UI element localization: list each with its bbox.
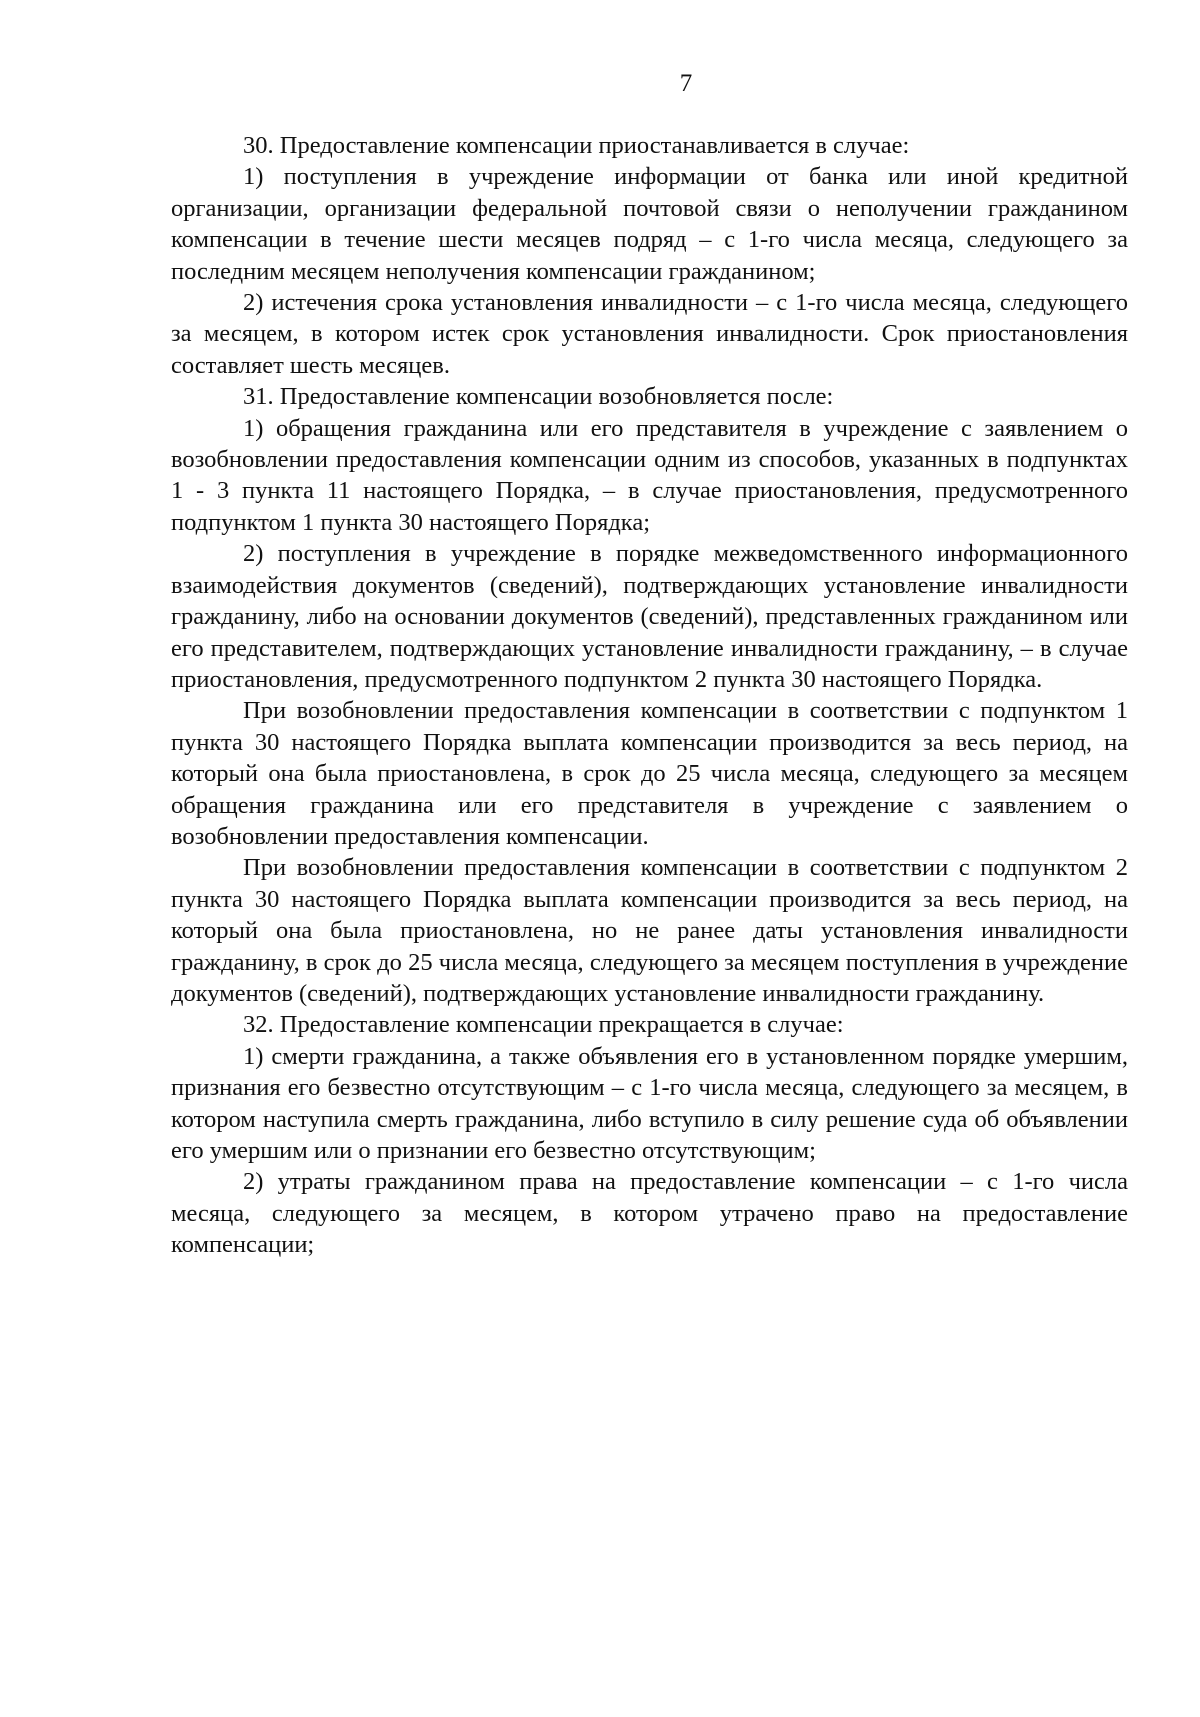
- paragraph-31-item-1: 1) обращения гражданина или его представителя в учреждение с заявлением о возобновлении предоставления компенсации одним из способов, указанных в подпунктах 1 - 3 пункта 11 настоящего Порядка, – в случае приостановления, предусмотренного подпунктом 1 пункта 30 настоящего Порядка;: [171, 414, 1128, 536]
- paragraph-32-item-1: 1) смерти гражданина, а также объявления его в установленном порядке умершим, признания его безвестно отсутствующим – с 1-го числа месяца, следующего за месяцем, в котором наступила смерть гражданина, либо вступило в силу решение суда об объявлении его умершим или о признании его безвестно отсутствующим;: [171, 1042, 1128, 1164]
- paragraph-30-heading: 30. Предоставление компенсации приостанавливается в случае:: [243, 132, 910, 159]
- paragraph-31-resumption-case-2: При возобновлении предоставления компенсации в соответствии с подпунктом 2 пункта 30 настоящего Порядка выплата компенсации производится за весь период, на который она была приостановлена, но не ранее даты установления инвалидности гражданину, в срок до 25 числа месяца, следующего за месяцем поступления в учреждение документов (сведений), подтверждающих установление инвалидности гражданину.: [171, 854, 1128, 1007]
- paragraph-30-item-1: 1) поступления в учреждение информации от банка или иной кредитной организации, организации федеральной почтовой связи о неполучении гражданином компенсации в течение шести месяцев подряд – с 1-го числа месяца, следующего за последним месяцем неполучения компенсации гражданином;: [171, 163, 1128, 285]
- document-body: [171, 130, 1128, 1261]
- paragraph-31-resumption-case-1: При возобновлении предоставления компенсации в соответствии с подпунктом 1 пункта 30 настоящего Порядка выплата компенсации производится за весь период, на который она была приостановлена, в срок до 25 числа месяца, следующего за месяцем обращения гражданина или его представителя в учреждение с заявлением о возобновлении предоставления компенсации.: [171, 697, 1128, 850]
- paragraph-32-item-2: 2) утраты гражданином права на предоставление компенсации – с 1-го числа месяца, следующего за месяцем, в котором утрачено право на предоставление компенсации;: [171, 1168, 1128, 1259]
- paragraph-31-item-2: 2) поступления в учреждение в порядке межведомственного информационного взаимодействия документов (сведений), подтверждающих установление инвалидности гражданину, либо на основании документов (сведений), представленных гражданином или его представителем, подтверждающих установление инвалидности гражданину, – в случае приостановления, предусмотренного подпунктом 2 пункта 30 настоящего Порядка.: [171, 540, 1128, 693]
- paragraph-32-heading: 32. Предоставление компенсации прекращается в случае:: [243, 1011, 844, 1039]
- paragraph-30-item-2: 2) истечения срока установления инвалидности – с 1-го числа месяца, следующего за месяцем, в котором истек срок установления инвалидности. Срок приостановления составляет шесть месяцев.: [171, 289, 1128, 379]
- paragraph-31-heading: 31. Предоставление компенсации возобновляется после:: [243, 383, 834, 411]
- page-number: 7: [679, 70, 693, 97]
